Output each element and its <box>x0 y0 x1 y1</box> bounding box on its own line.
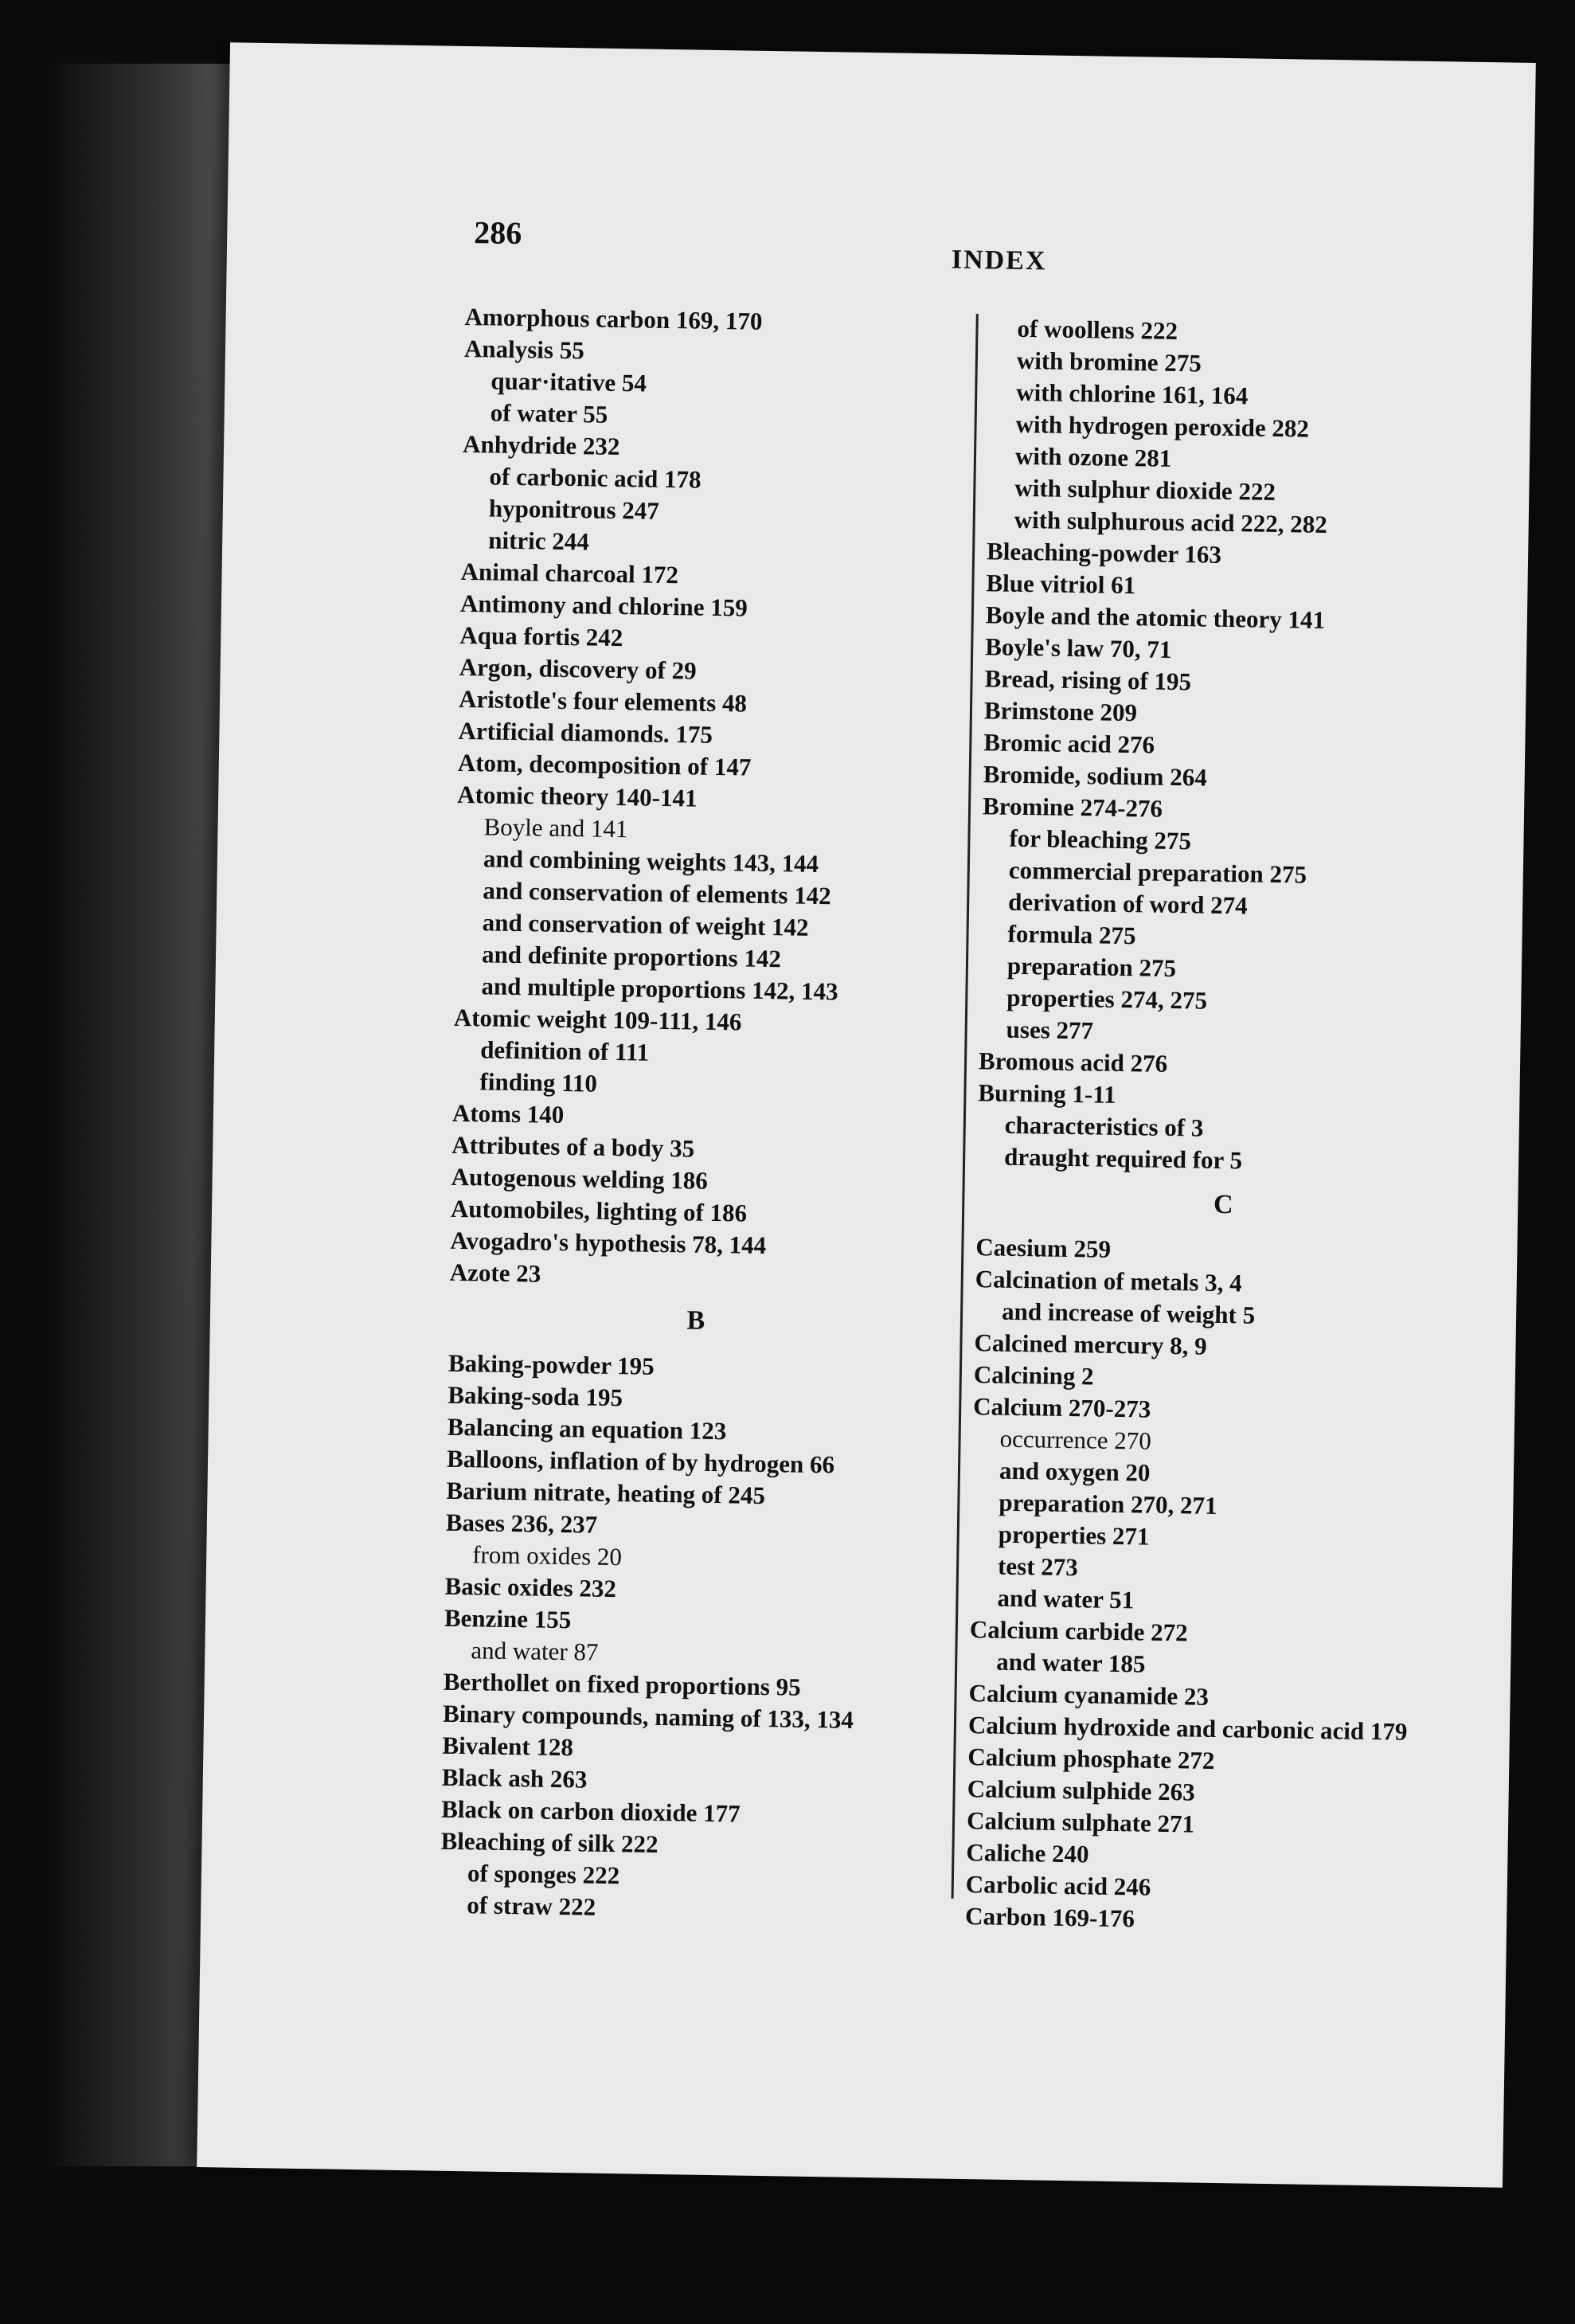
index-subentry: with hydrogen peroxide 282 <box>1015 409 1310 443</box>
index-subentry: and multiple proportions 142, 143 <box>481 972 838 1006</box>
index-entry: Avogadro's hypothesis 78, 144 <box>450 1226 767 1260</box>
index-subentry: hyponitrous 247 <box>488 494 660 525</box>
index-subentry: properties 271 <box>998 1520 1150 1551</box>
index-subentry: of water 55 <box>490 398 608 428</box>
index-subentry: derivation of word 274 <box>1007 887 1248 920</box>
index-entry: Black on carbon dioxide 177 <box>440 1794 741 1828</box>
index-subentry: preparation 270, 271 <box>999 1488 1217 1520</box>
index-entry: Caliche 240 <box>966 1838 1089 1868</box>
index-entry: Calcium hydroxide and carbonic acid 179 <box>967 1711 1408 1746</box>
section-letter: B <box>686 1305 705 1336</box>
index-entry: Carbolic acid 246 <box>965 1870 1151 1901</box>
index-entry: Carbon 169-176 <box>964 1902 1135 1933</box>
index-entry: Argon, discovery of 29 <box>459 652 697 685</box>
index-entry: Baking-powder 195 <box>447 1348 655 1380</box>
index-column-left <box>440 301 1022 1930</box>
page-number: 286 <box>473 214 522 252</box>
index-subentry: and water 87 <box>471 1636 599 1666</box>
index-entry: Calcium phosphate 272 <box>967 1743 1215 1774</box>
index-subentry: occurrence 270 <box>999 1424 1152 1455</box>
index-entry: Atomic theory 140-141 <box>456 780 698 812</box>
index-entry: Bases 236, 237 <box>445 1508 598 1539</box>
index-entry: Caesium 259 <box>975 1233 1112 1263</box>
index-entry: Balancing an equation 123 <box>447 1412 727 1446</box>
index-subentry: with sulphur dioxide 222 <box>1014 473 1276 506</box>
index-subentry: and conservation of weight 142 <box>482 908 809 941</box>
index-subentry: quar·itative 54 <box>490 366 647 397</box>
index-subentry: test 273 <box>997 1551 1079 1582</box>
index-entry: Analysis 55 <box>463 334 585 365</box>
index-entry: Bleaching-powder 163 <box>986 537 1222 569</box>
index-entry: Autogenous welding 186 <box>451 1162 709 1195</box>
index-entry: Bromide, sodium 264 <box>983 760 1208 792</box>
index-subentry: draught required for 5 <box>1003 1142 1243 1175</box>
index-subentry: with bromine 275 <box>1016 346 1202 378</box>
index-entry: Artificial diamonds. 175 <box>458 716 713 749</box>
index-entry: Blue vitriol 61 <box>986 569 1136 600</box>
index-entry: Calcium sulphide 263 <box>967 1774 1195 1806</box>
index-entry: Atomic weight 109-111, 146 <box>453 1003 742 1036</box>
index-entry: Bromine 274-276 <box>982 792 1163 823</box>
index-subentry: of woollens 222 <box>1017 314 1178 346</box>
index-entry: Calcination of metals 3, 4 <box>975 1265 1242 1297</box>
index-entry: Berthollet on fixed proportions 95 <box>443 1667 801 1701</box>
index-entry: Bromous acid 276 <box>978 1047 1168 1078</box>
index-entry: Animal charcoal 172 <box>460 557 679 589</box>
index-entry: Bromic acid 276 <box>983 728 1155 759</box>
index-entry: Benzine 155 <box>444 1603 572 1634</box>
index-entry: Attributes of a body 35 <box>451 1130 695 1163</box>
index-subentry: of sponges 222 <box>467 1859 620 1890</box>
index-entry: Amorphous carbon 169, 170 <box>464 302 763 335</box>
index-entry: Calcining 2 <box>973 1360 1094 1391</box>
index-entry: Calcined mercury 8, 9 <box>974 1328 1207 1360</box>
index-subentry: and oxygen 20 <box>999 1456 1151 1487</box>
index-subentry: definition of 111 <box>479 1035 650 1066</box>
index-subentry: properties 274, 275 <box>1006 983 1208 1015</box>
index-entry: Basic oxides 232 <box>444 1571 617 1603</box>
index-subentry: of straw 222 <box>467 1891 596 1921</box>
running-head: INDEX <box>951 245 1047 276</box>
index-subentry: formula 275 <box>1007 919 1136 950</box>
index-entry: Burning 1-11 <box>978 1078 1116 1109</box>
index-entry: Aqua fortis 242 <box>459 620 623 652</box>
index-subentry: and water 51 <box>997 1583 1135 1614</box>
index-subentry: finding 110 <box>479 1067 598 1097</box>
index-subentry: with chlorine 161, 164 <box>1016 378 1249 410</box>
index-subentry: and water 185 <box>995 1647 1146 1678</box>
index-entry: Automobiles, lighting of 186 <box>450 1194 748 1227</box>
index-subentry: Boyle and 141 <box>483 812 628 843</box>
index-entry: Calcium sulphate 271 <box>966 1806 1195 1838</box>
index-subentry: and conservation of elements 142 <box>483 876 831 910</box>
index-entry: Boyle's law 70, 71 <box>984 632 1172 663</box>
index-entry: Balloons, inflation of by hydrogen 66 <box>446 1444 835 1479</box>
book-page <box>197 42 1536 2187</box>
section-letter: C <box>1213 1189 1233 1220</box>
index-entry: Aristotle's four elements 48 <box>458 684 748 718</box>
index-subentry: and increase of weight 5 <box>1001 1297 1256 1329</box>
index-subentry: of carbonic acid 178 <box>489 462 702 494</box>
index-entry: Bleaching of silk 222 <box>440 1826 659 1859</box>
index-subentry: for bleaching 275 <box>1009 824 1192 855</box>
index-entry: Atoms 140 <box>451 1098 565 1129</box>
index-entry: Bread, rising of 195 <box>984 664 1192 696</box>
index-subentry: commercial preparation 275 <box>1008 855 1307 889</box>
index-subentry: with ozone 281 <box>1014 441 1172 472</box>
index-entry: Bivalent 128 <box>442 1731 574 1762</box>
index-subentry: preparation 275 <box>1006 951 1177 983</box>
index-subentry: from oxides 20 <box>471 1540 623 1571</box>
index-entry: Baking-soda 195 <box>447 1380 623 1412</box>
index-subentry: nitric 244 <box>488 526 590 556</box>
index-entry: Calcium cyanamide 23 <box>968 1679 1210 1711</box>
index-subentry: with sulphurous acid 222, 282 <box>1014 505 1328 538</box>
index-subentry: and combining weights 143, 144 <box>483 844 819 878</box>
index-entry: Brimstone 209 <box>983 696 1138 727</box>
index-entry: Calcium 270-273 <box>972 1392 1151 1423</box>
index-entry: Atom, decomposition of 147 <box>457 748 752 781</box>
index-entry: Black ash 263 <box>441 1763 588 1794</box>
index-subentry: uses 277 <box>1006 1015 1094 1045</box>
index-column-right <box>965 312 1548 1941</box>
index-subentry: and definite proportions 142 <box>481 940 782 973</box>
index-entry: Binary compounds, naming of 133, 134 <box>442 1699 854 1734</box>
index-entry: Anhydride 232 <box>462 429 620 461</box>
index-entry: Antimony and chlorine 159 <box>459 589 748 622</box>
index-subentry: characteristics of 3 <box>1004 1110 1204 1142</box>
index-entry: Boyle and the atomic theory 141 <box>985 601 1326 634</box>
index-entry: Azote 23 <box>449 1258 541 1288</box>
index-entry: Calcium carbide 272 <box>969 1615 1188 1647</box>
index-entry: Barium nitrate, heating of 245 <box>446 1476 766 1510</box>
